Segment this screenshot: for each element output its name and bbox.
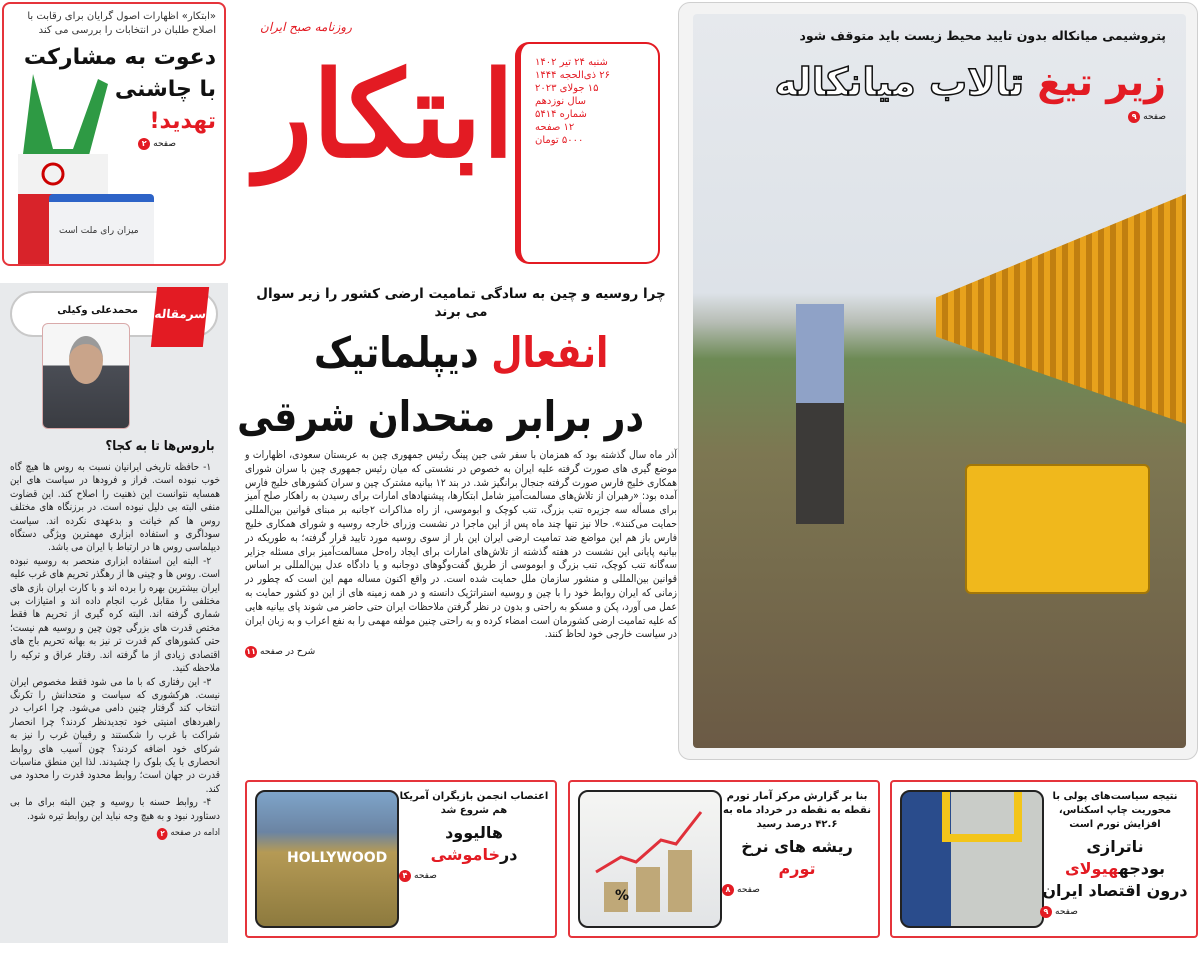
card-kicker: بنا بر گزارش مرکز آمار تورم نقطه به نقطه در خرداد ماه به ۴۲.۶ درصد رسید [723, 791, 871, 830]
headline-black: تالاب میانکاله [774, 60, 1024, 104]
teaser-page-ref[interactable] [138, 138, 176, 150]
editorial-label: سرمقاله [151, 287, 209, 347]
page-number: ۹ [1040, 906, 1052, 918]
headline-black-word: دیپلماتیک [313, 328, 479, 377]
card-headline-2: درون اقتصاد ایران [1042, 881, 1188, 900]
page-number: ۹ [1128, 111, 1140, 123]
newspaper-logo: ابتکار [255, 45, 515, 184]
photo-story-kicker: پتروشیمی میانکاله بدون تایید محیط زیست باید متوقف شود [799, 28, 1166, 43]
card-page-ref[interactable] [722, 884, 760, 896]
fence-image [936, 194, 1186, 424]
card-headline-black: در [500, 845, 518, 864]
page-label: صفحه [737, 885, 760, 895]
issue-info-box [515, 42, 660, 264]
ballot-text: میزان رای ملت است [59, 226, 139, 236]
page-number: ۲ [157, 828, 168, 840]
page-number: ۲ [138, 138, 150, 150]
photo-story[interactable] [693, 14, 1186, 748]
issue-date-persian: شنبه ۲۴ تیر ۱۴۰۲ [535, 57, 608, 68]
welding-machine-image [965, 464, 1150, 594]
page-count: ۱۲ صفحه [535, 122, 575, 133]
issue-year: سال نوزدهم [535, 96, 587, 107]
page-label: صفحه [414, 871, 437, 881]
card-headline-1: هالیوود [445, 823, 503, 842]
editorial-title: باروس‌ها تا به کجا؟ [105, 439, 215, 454]
lead-continued-link[interactable] [245, 646, 315, 658]
worker-figure [796, 304, 844, 524]
teaser-headline-1: دعوت به مشارکت [23, 45, 216, 70]
editorial-paragraph: ۴- روابط حسنه با روسیه و چین البته برای ما بی دستاورد نبود و به هیچ وجه نباید این روابط تیره شود. [9, 797, 220, 822]
headline-red-word: انفعال [490, 328, 609, 377]
teaser-text [12, 10, 216, 150]
hollywood-image [255, 790, 399, 928]
page-label: صفحه [153, 139, 176, 149]
author-photo [42, 323, 130, 429]
author-name: محمدعلی وکیلی [57, 305, 138, 316]
lead-headline-2[interactable] [236, 385, 677, 449]
inflation-image [578, 790, 722, 928]
lead-kicker: چرا روسیه و چین به سادگی تمامیت ارضی کشور را زیر سوال می برند [256, 286, 666, 320]
editorial-text [10, 461, 220, 840]
card-headline-1 [1040, 836, 1190, 880]
card-headline [722, 836, 872, 880]
card-kicker: اعتصاب انجمن بازیگران آمریکا هم شروع شد [399, 791, 549, 816]
page-label: صفحه [1143, 112, 1166, 122]
hollywood-sign: HOLLYWOOD [287, 850, 388, 866]
teaser-election[interactable] [2, 2, 226, 266]
lead-body: آذر ماه سال گذشته بود که همزمان با سفر شی جین پینگ رئیس جمهوری چین به عربستان سعودی، اظهارات و موضع گیری های صورت گرفته علیه ایران به خصوص در نشستی که میان رئیس جمهوری چین با سران شورای همکاری خلیج فارس صورت گرفته جنجال برانگیز شد. در بند ۱۲ بیانیه مشترک چین و سران کشورهای خلیج فارس آمده بود: «رهبران از تلاش‌های مسالمت‌آمیز شامل ابتکارها، پیشنهادهای امارات برای رسیدن به راهکار صلح آمیز برای مسأله سه جزیره تنب بزرگ، تنب کوچک و ابوموسی، از راه مذاکرات ۲جانبه بر مبنای قوانین بین‌المللی حمایت می‌کنند». حالا نیز تنها چند ماه پس از این ماجرا در نشست وزرای خارجه روسیه و شورای همکاری خلیج فارس باز هم این مواضع ضد تمامیت ارضی ایران این بار از سوی روسیه مورد تایید قرار گرفته؛ به طوریکه در بیانیه پایانی این نشست در هفته گذشته از تلاش‌های امارات برای ایجاد راه‌حل مسالمت‌آمیز برای مسئله جزایر سه‌گانه تنب کوچک، تنب بزرگ و ابوموسی از طریق گفت‌وگوهای دوجانبه و یا دادگاه عدل بین‌المللی بر اساس قوانین بین‌المللی و منشور سازمان ملل حمایت شده است. در واقع اکنون مساله مهم این است که چطور در زمانی که ایران روابط خود را با چین و روسیه استراتژیک دانسته و در همه زمینه های از این دو کشور حمایت به عمل می آورد، پکن و مسکو به راحتی و بدون در نظر گرفتن ملاحظات ایران حتی حاضر می شوند پای بیانیه هایی که علیه تمامیت ارضی کشورمان است امضاء کرده و به راحتی چنین مولفه مهمی را به نفع اعراب و به زبان ایران در سیاست خارجی خود لحاظ کنند. [244, 449, 677, 641]
percent-block: % [615, 888, 630, 904]
card-headline-black: ناترازی بودجه [1086, 837, 1166, 878]
editorial-continued-link[interactable] [10, 827, 220, 840]
page-label: صفحه [1055, 907, 1078, 917]
editorial-column [0, 283, 228, 943]
card-page-ref[interactable] [399, 870, 437, 882]
editorial-paragraph: ۳- این رفتاری که با ما می شود فقط مخصوص ایران نیست. هرکشوری که سیاست و متحدانش را تکرنگ انتخاب کند گرفتار چنین دامی می‌شود. چرا اعراب در راهبردهای امنیتی خود تجدیدنظر کردند؟ چرا انحصار شراکت با غرب را شکستند و رقیبان غرب را نیز به شرکای خود اضافه کردند؟ چون آسیب های روابط انحصاری با یک بلوک را چشیدند. لذا این منطق مناسبات قدرت در جهان است؛ روابط محدود قدرت را محدود می کند. [9, 676, 220, 795]
card-inflation[interactable] [568, 780, 880, 938]
card-page-ref[interactable] [1040, 906, 1078, 918]
teaser-kicker: «ابتکار» اظهارات اصول گرایان برای رقابت با اصلاح طلبان در انتخابات را بررسی می کند [27, 11, 216, 36]
card-hollywood[interactable] [245, 780, 557, 938]
card-headline-red: خاموشی [430, 845, 500, 864]
page-number: ۱۱ [246, 647, 256, 657]
card-budget[interactable] [890, 780, 1198, 938]
lead-headline-1[interactable] [245, 321, 677, 385]
banknote-printing-image [900, 790, 1044, 928]
masthead [240, 0, 665, 268]
continued-label: ادامه در صفحه [170, 827, 220, 838]
card-headline-red: هیولای [1064, 859, 1119, 878]
issue-number: شماره ۵۴۱۴ [535, 109, 587, 120]
card-headline-red: تورم [778, 859, 816, 878]
teaser-headline-3: تهدید! [149, 109, 216, 134]
card-headline-2 [431, 844, 518, 866]
lead-headline-2-text: در برابر متحدان شرقی [236, 392, 644, 441]
photo-story-page-ref[interactable] [713, 111, 1166, 123]
card-headline-black: ریشه های نرخ [741, 837, 853, 856]
issue-date-hijri: ۲۶ ذی‌الحجه ۱۴۴۴ [535, 70, 610, 81]
headline-red: زیر تیغ [1037, 60, 1166, 104]
card-kicker: نتیجه سیاست‌های پولی با محوریت چاپ اسکناس، افزایش تورم است [1052, 791, 1178, 830]
photo-story-headline [713, 57, 1166, 107]
lead-body-wrap [245, 449, 677, 642]
editorial-paragraph: ۲- البته این استفاده ابزاری منحصر به روسیه نبوده است. روس ها و چینی ها از رهگذر تحریم های غرب علیه ایران بیشترین بهره را برده اند و با کارت ایران بازی های مختلفی را مقابل غرب انجام داده اند و امتیازات بی شماری گرفته اند. البته کره گیری از تحریم ها فقط مختص قدرت های بزرگی چون چین و روسیه هم نیست؛ حتی کشورهای کم قدرت تر نیز به بهانه تحریم باج های اقتصادی زیادی از ما گرفته اند. رفتار عراق و ترکیه را ملاحظه کنید. [9, 555, 220, 675]
price: ۵۰۰۰ تومان [535, 135, 584, 146]
photo-story-text [713, 28, 1166, 123]
continued-label: شرح در صفحه [260, 647, 316, 658]
editorial-body [10, 437, 220, 840]
lead-story [236, 285, 677, 775]
teaser-headline-2: با چاشنی [114, 77, 216, 102]
page-number: ۸ [722, 884, 734, 896]
ballot-box-image [49, 194, 154, 266]
editorial-paragraph: ۱- حافظه تاریخی ایرانیان نسبت به روس ها هیچ گاه خوب نبوده است. فراز و فرودها در سیاست های این همسایه نتوانست این ذهنیت را اصلاح کند. این قضاوت منفی البته بی دلیل نبوده است. در برزنگاه های مختلف روس ها کم خیانت و بدعهدی نکرده اند. سیاست سوداگری و استفاده ابزاری مهمترین ویژگی دستگاه دیپلماسی روس ها در ارتباط با ایران می باشد. [9, 462, 220, 554]
issue-date-gregorian: ۱۵ جولای ۲۰۲۳ [535, 83, 599, 94]
logo-tagline: روزنامه صبح ایران [260, 20, 352, 34]
page-number: ۴ [399, 870, 411, 882]
